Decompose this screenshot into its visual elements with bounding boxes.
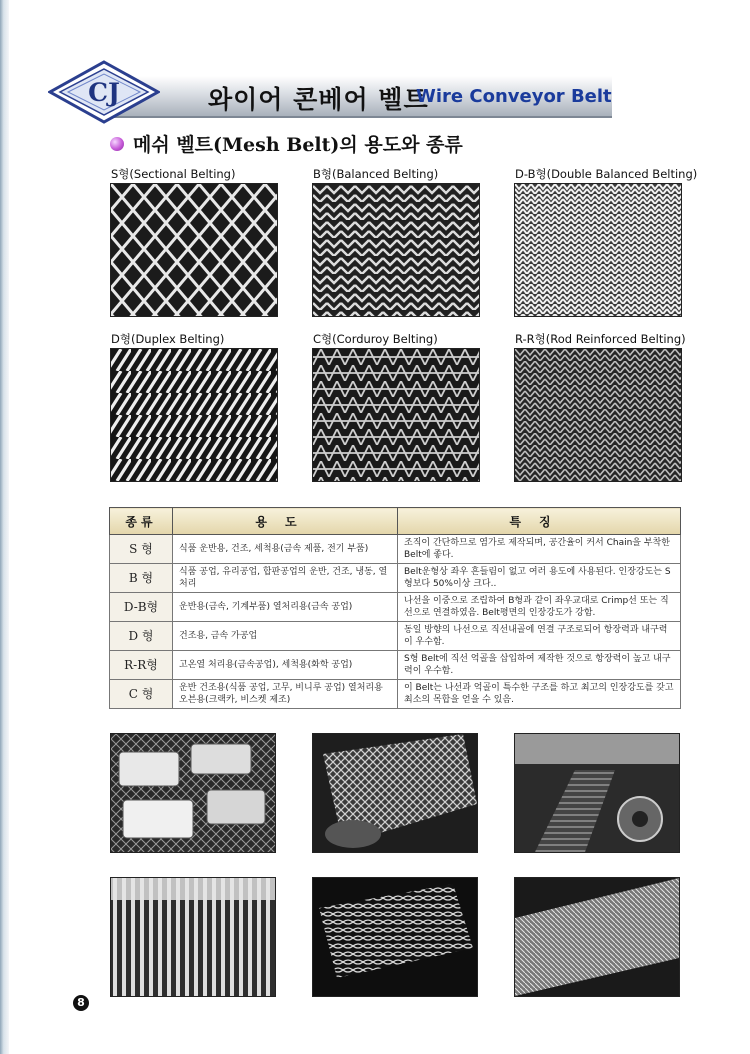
page-number: 8 xyxy=(73,995,89,1011)
row-type: S 형 xyxy=(110,535,173,564)
belt-image-balanced xyxy=(312,183,480,317)
table-row xyxy=(110,564,681,593)
belt-image-double-balanced xyxy=(514,183,682,317)
row-use: 식품 운반용, 건조, 세척용(금속 제품, 전기 부품) xyxy=(173,535,398,564)
row-feature: 나선을 이중으로 조립하여 B형과 같이 좌우교대로 Crimp선 또는 직선으로 연결하였음. Belt평면의 인장강도가 강함. xyxy=(398,593,681,622)
belt-image-corduroy xyxy=(312,348,480,482)
row-type: C 형 xyxy=(110,680,173,709)
row-feature: 동일 방향의 나선으로 직선내골에 연결 구조로되어 항장력과 내구력이 우수함. xyxy=(398,622,681,651)
row-feature: Belt운형상 좌우 흔들림이 없고 여러 용도에 사용된다. 인장강도는 S형보다 50%이상 크다.. xyxy=(398,564,681,593)
belt-uses-table xyxy=(109,507,681,709)
table-row xyxy=(110,680,681,709)
belt-caption-db: D-B형(Double Balanced Belting) xyxy=(515,167,698,181)
title-bar xyxy=(112,76,612,118)
row-type: D 형 xyxy=(110,622,173,651)
row-use: 건조용, 금속 가공업 xyxy=(173,622,398,651)
row-use: 운반 건조용(식품 공업, 고무, 비니루 공업) 열처리용 오븐용(크랙카, 비스켓 제조) xyxy=(173,680,398,709)
application-photo-conveyor-roll xyxy=(312,733,478,853)
page-edge xyxy=(0,0,9,1054)
row-type: D-B형 xyxy=(110,593,173,622)
table-row xyxy=(110,622,681,651)
belt-image-rod-reinforced xyxy=(514,348,682,482)
logo-text: CJ xyxy=(88,78,120,107)
belt-image-duplex xyxy=(110,348,278,482)
row-use: 고온열 처리용(금속공업), 세척용(화학 공업) xyxy=(173,651,398,680)
application-photo-fine-mesh xyxy=(514,877,680,997)
header-use: 용도 xyxy=(173,508,398,535)
row-use: 운반용(금속, 기계부품) 열처리용(금속 공업) xyxy=(173,593,398,622)
bullet-icon xyxy=(110,137,124,151)
table-row xyxy=(110,535,681,564)
section-title: 메쉬 벨트(Mesh Belt)의 용도와 종류 xyxy=(133,134,463,156)
row-type: B 형 xyxy=(110,564,173,593)
page-title-korean: 와이어 콘베어 벨트 xyxy=(208,85,429,114)
table-row xyxy=(110,593,681,622)
header-type: 종류 xyxy=(110,508,173,535)
company-logo xyxy=(48,60,160,124)
application-photo-trays xyxy=(110,733,276,853)
row-use: 식품 공업, 유리공업, 합판공업의 운반, 건조, 냉동, 열처리 xyxy=(173,564,398,593)
belt-caption-b: B형(Balanced Belting) xyxy=(313,167,439,181)
application-photo-balanced-belt xyxy=(312,877,478,997)
belt-caption-s: S형(Sectional Belting) xyxy=(111,167,236,181)
row-feature: 이 Belt는 나선과 억골이 특수한 구조를 하고 최고의 인장강도를 갖고 최소의 목합을 얻을 수 있음. xyxy=(398,680,681,709)
header-feature: 특징 xyxy=(398,508,681,535)
row-type: R-R형 xyxy=(110,651,173,680)
application-photo-spiral-coils xyxy=(110,877,276,997)
page-title-english: Wire Conveyor Belt xyxy=(416,86,612,107)
belt-image-sectional xyxy=(110,183,278,317)
table-row xyxy=(110,651,681,680)
belt-caption-rr: R-R형(Rod Reinforced Belting) xyxy=(515,332,686,346)
row-feature: 조직이 간단하므로 염가로 제작되며, 공간율이 커서 Chain을 부착한 Belt에 좋다. xyxy=(398,535,681,564)
belt-caption-d: D형(Duplex Belting) xyxy=(111,332,225,346)
table-header-row xyxy=(110,508,681,535)
application-photo-machinery xyxy=(514,733,680,853)
belt-caption-c: C형(Corduroy Belting) xyxy=(313,332,438,346)
row-feature: S형 Belt에 직선 억골을 삽입하여 제작한 것으로 항장력이 높고 내구력이 우수함. xyxy=(398,651,681,680)
